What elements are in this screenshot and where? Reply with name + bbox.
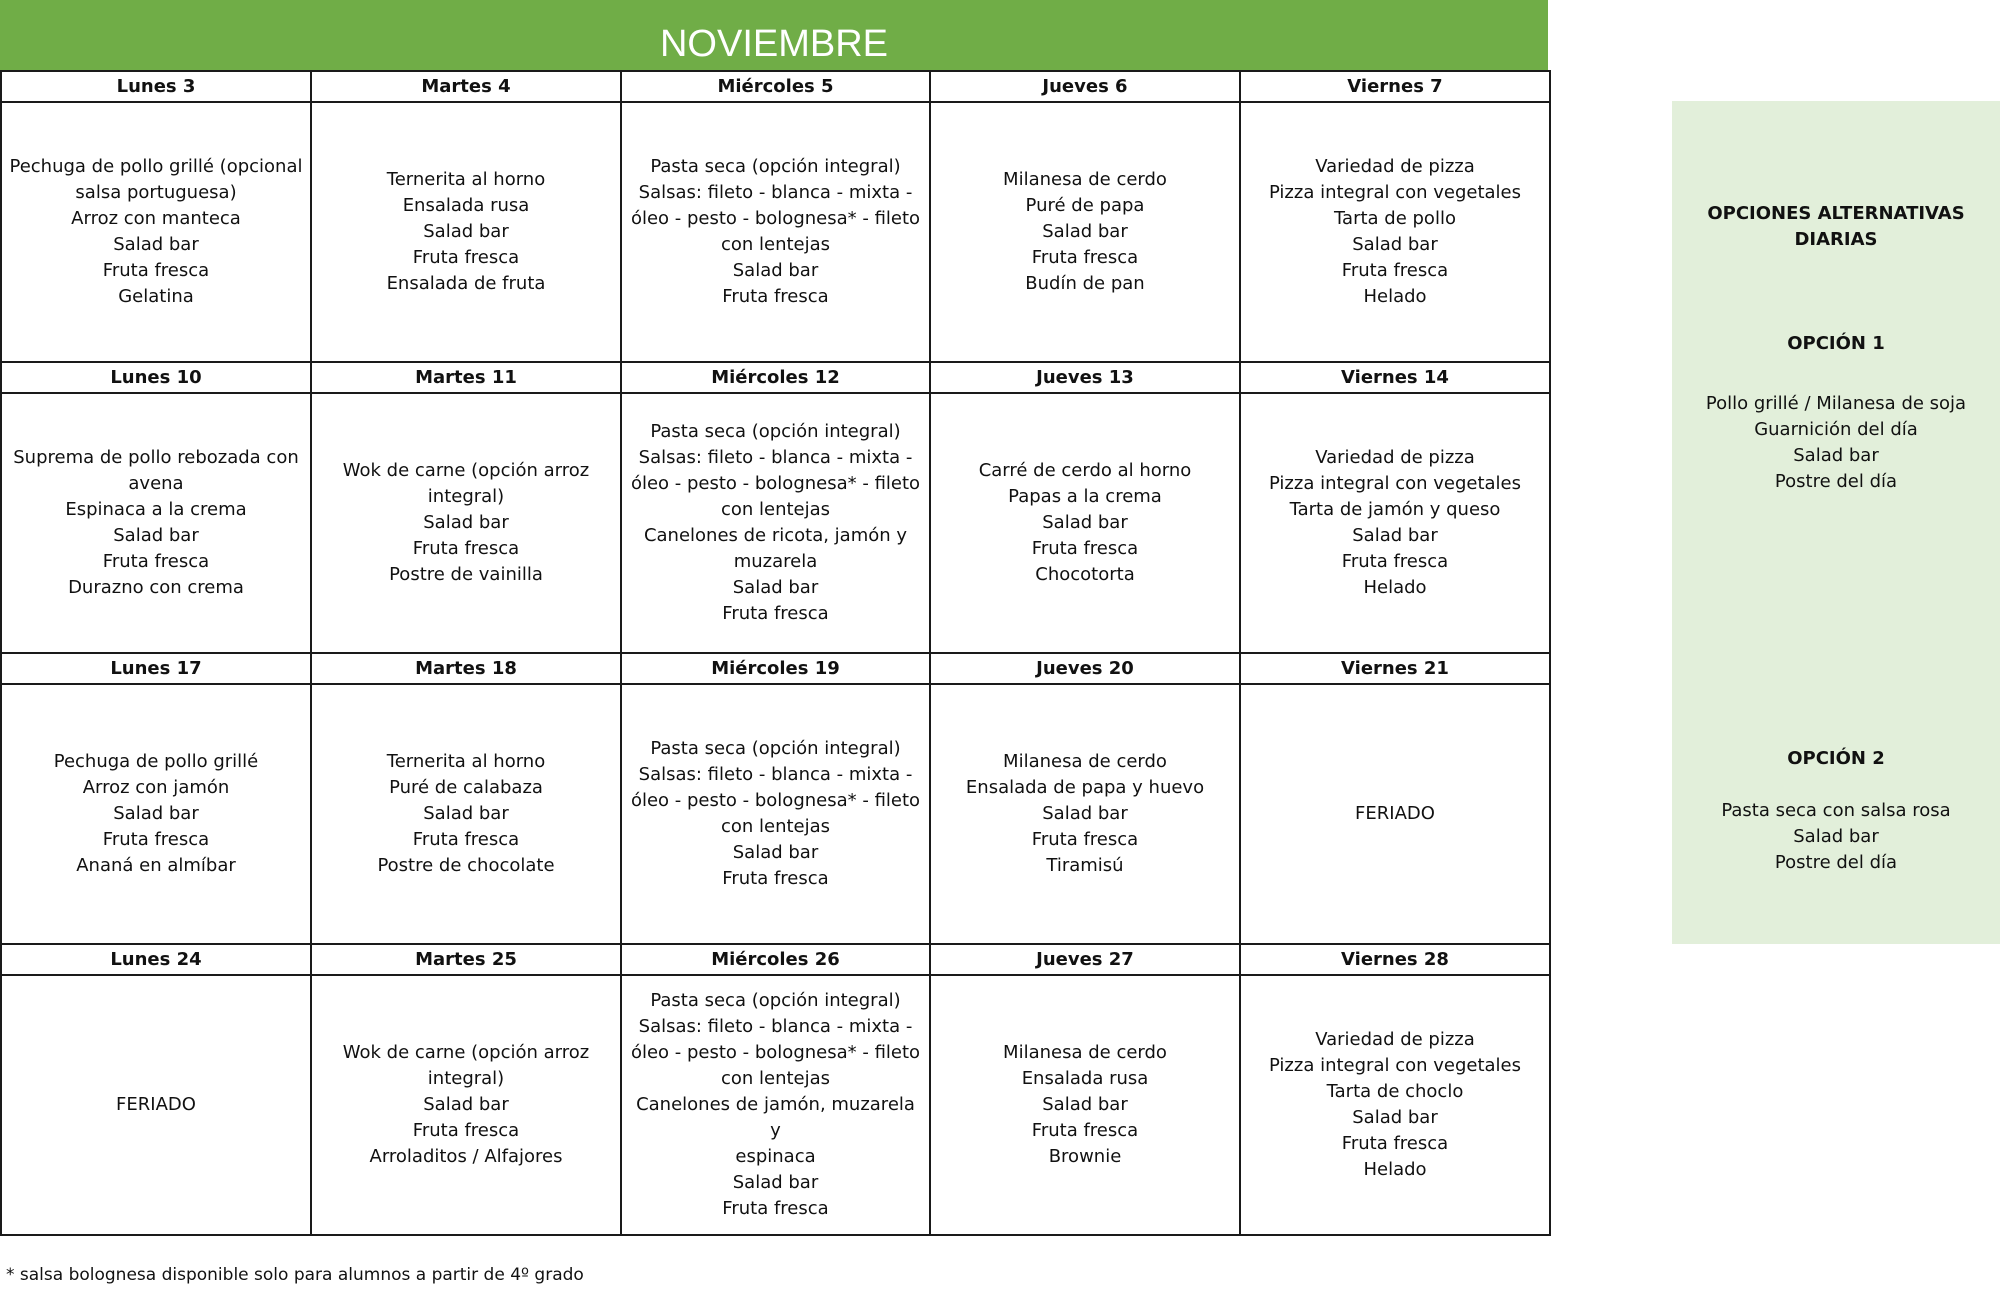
menu-item: Postre de vainilla bbox=[389, 564, 543, 585]
meal-cell bbox=[621, 684, 930, 944]
menu-item: Milanesa de cerdo bbox=[1003, 1042, 1167, 1063]
menu-item: Fruta fresca bbox=[1031, 1120, 1139, 1141]
menu-item: Fruta fresca bbox=[102, 829, 210, 850]
option-2-items bbox=[1672, 798, 2000, 876]
menu-item: Salad bar bbox=[732, 1172, 819, 1193]
menu-item: Milanesa de cerdo bbox=[1003, 169, 1167, 190]
day-header: Lunes 17 bbox=[1, 653, 311, 684]
menu-item: Salad bar bbox=[1042, 1094, 1128, 1115]
menu-item: Postre de chocolate bbox=[377, 855, 555, 876]
menu-item: Fruta fresca bbox=[1031, 538, 1139, 559]
menu-item: Salsas: fileto - blanca - mixta - bbox=[638, 1016, 913, 1037]
week-3-header-row bbox=[1, 653, 1550, 684]
menu-item: Salad bar bbox=[1352, 525, 1438, 546]
menu-item: Salad bar bbox=[1352, 1107, 1438, 1128]
option-2-title: OPCIÓN 2 bbox=[1787, 748, 1885, 769]
menu-item: Ensalada de papa y huevo bbox=[965, 777, 1205, 798]
day-header: Viernes 28 bbox=[1240, 944, 1550, 975]
meal-cell bbox=[621, 393, 930, 653]
meal-cell bbox=[1, 393, 311, 653]
menu-item: Puré de papa bbox=[1025, 195, 1145, 216]
menu-item: Tarta de choclo bbox=[1326, 1081, 1464, 1102]
menu-item: con lentejas bbox=[720, 816, 831, 837]
menu-item: Helado bbox=[1363, 577, 1427, 598]
menu-item: Fruta fresca bbox=[1031, 829, 1139, 850]
day-header: Martes 4 bbox=[311, 71, 621, 102]
meal-cell bbox=[1240, 393, 1550, 653]
meal-cell bbox=[930, 684, 1240, 944]
menu-item: Fruta fresca bbox=[412, 538, 520, 559]
menu-item: Ternerita al horno bbox=[386, 751, 546, 772]
week-2-header-row bbox=[1, 362, 1550, 393]
day-header: Jueves 6 bbox=[930, 71, 1240, 102]
menu-item: FERIADO bbox=[116, 1094, 196, 1115]
menu-item: Pasta seca (opción integral) bbox=[650, 990, 901, 1011]
menu-item: Fruta fresca bbox=[102, 551, 210, 572]
menu-item: Guarnición del día bbox=[1754, 419, 1918, 440]
meal-cell bbox=[311, 102, 621, 362]
menu-item: Fruta fresca bbox=[722, 1198, 829, 1219]
week-2-meal-row bbox=[1, 393, 1550, 653]
menu-item: Postre del día bbox=[1774, 471, 1898, 492]
menu-item: Salad bar bbox=[1042, 803, 1128, 824]
day-header: Miércoles 26 bbox=[621, 944, 930, 975]
alternatives-heading: OPCIONES ALTERNATIVAS DIARIAS bbox=[1707, 203, 1965, 250]
menu-item: Canelones de ricota, jamón y bbox=[643, 525, 908, 546]
menu-item: Canelones de jamón, muzarela y bbox=[636, 1094, 915, 1141]
day-header: Lunes 10 bbox=[1, 362, 311, 393]
meal-cell bbox=[1240, 975, 1550, 1235]
menu-item: con lentejas bbox=[720, 499, 831, 520]
menu-item: Fruta fresca bbox=[722, 603, 829, 624]
menu-item: Ensalada de fruta bbox=[386, 273, 546, 294]
menu-item: Arroz con jamón bbox=[82, 777, 230, 798]
menu-item: Fruta fresca bbox=[412, 829, 520, 850]
week-1-meal-row bbox=[1, 102, 1550, 362]
menu-item: Suprema de pollo rebozada con bbox=[13, 447, 299, 468]
menu-item: Gelatina bbox=[118, 286, 194, 307]
menu-item: avena bbox=[128, 473, 184, 494]
menu-item: Postre del día bbox=[1774, 852, 1898, 873]
menu-item: Durazno con crema bbox=[68, 577, 244, 598]
meal-cell bbox=[1, 975, 311, 1235]
menu-item: Salad bar bbox=[423, 512, 509, 533]
menu-item: Fruta fresca bbox=[102, 260, 210, 281]
week-3-meal-row bbox=[1, 684, 1550, 944]
month-title-bar bbox=[0, 0, 1548, 70]
meal-cell bbox=[1240, 684, 1550, 944]
day-header: Miércoles 5 bbox=[621, 71, 930, 102]
day-header: Viernes 21 bbox=[1240, 653, 1550, 684]
menu-item: Pasta seca con salsa rosa bbox=[1721, 800, 1951, 821]
menu-item: Salsas: fileto - blanca - mixta - bbox=[638, 764, 913, 785]
menu-item: Pollo grillé / Milanesa de soja bbox=[1705, 393, 1967, 414]
menu-item: Pasta seca (opción integral) bbox=[650, 156, 901, 177]
meal-cell bbox=[311, 975, 621, 1235]
weekly-menu-table bbox=[0, 70, 1551, 1236]
menu-item: Chocotorta bbox=[1035, 564, 1135, 585]
menu-item: Fruta fresca bbox=[1341, 260, 1449, 281]
menu-item: Puré de calabaza bbox=[389, 777, 543, 798]
menu-item: Salad bar bbox=[732, 577, 819, 598]
menu-item: Papas a la crema bbox=[1008, 486, 1162, 507]
alternatives-panel bbox=[1672, 101, 2000, 944]
day-header: Martes 25 bbox=[311, 944, 621, 975]
menu-item: integral) bbox=[427, 486, 505, 507]
menu-item: Tarta de jamón y queso bbox=[1289, 499, 1501, 520]
menu-item: Ensalada rusa bbox=[402, 195, 530, 216]
day-header: Jueves 20 bbox=[930, 653, 1240, 684]
menu-item: Salad bar bbox=[732, 842, 819, 863]
menu-item: Fruta fresca bbox=[1031, 247, 1139, 268]
menu-item: Salsas: fileto - blanca - mixta - bbox=[638, 447, 913, 468]
meal-cell bbox=[621, 975, 930, 1235]
day-header: Martes 18 bbox=[311, 653, 621, 684]
meal-cell bbox=[1, 684, 311, 944]
menu-item: Fruta fresca bbox=[722, 868, 829, 889]
menu-item: Espinaca a la crema bbox=[65, 499, 247, 520]
menu-item: Wok de carne (opción arroz bbox=[342, 460, 590, 481]
menu-item: Ananá en almíbar bbox=[76, 855, 236, 876]
menu-item: óleo - pesto - bolognesa* - fileto bbox=[630, 473, 921, 494]
day-header: Miércoles 19 bbox=[621, 653, 930, 684]
menu-item: Salad bar bbox=[1793, 826, 1879, 847]
menu-item: Salad bar bbox=[1793, 445, 1879, 466]
day-header: Martes 11 bbox=[311, 362, 621, 393]
menu-item: con lentejas bbox=[720, 1068, 831, 1089]
meal-cell bbox=[1, 102, 311, 362]
menu-item: Carré de cerdo al horno bbox=[978, 460, 1192, 481]
menu-item: Pasta seca (opción integral) bbox=[650, 738, 901, 759]
menu-item: muzarela bbox=[733, 551, 818, 572]
meal-cell bbox=[621, 102, 930, 362]
menu-item: óleo - pesto - bolognesa* - fileto bbox=[630, 790, 921, 811]
menu-item: Pechuga de pollo grillé (opcional bbox=[9, 156, 303, 177]
menu-item: Tiramisú bbox=[1046, 855, 1124, 876]
menu-item: Salad bar bbox=[732, 260, 819, 281]
day-header: Viernes 14 bbox=[1240, 362, 1550, 393]
meal-cell bbox=[930, 975, 1240, 1235]
menu-item: con lentejas bbox=[720, 234, 831, 255]
menu-item: Pizza integral con vegetales bbox=[1268, 182, 1522, 203]
meal-cell bbox=[311, 393, 621, 653]
menu-item: Helado bbox=[1363, 1159, 1427, 1180]
menu-item: salsa portuguesa) bbox=[75, 182, 237, 203]
menu-item: Pizza integral con vegetales bbox=[1268, 1055, 1522, 1076]
menu-item: Salad bar bbox=[1042, 221, 1128, 242]
menu-item: Brownie bbox=[1048, 1146, 1122, 1167]
menu-item: Variedad de pizza bbox=[1315, 156, 1475, 177]
menu-item: óleo - pesto - bolognesa* - fileto bbox=[630, 1042, 921, 1063]
menu-item: óleo - pesto - bolognesa* - fileto bbox=[630, 208, 921, 229]
menu-item: Salad bar bbox=[113, 525, 199, 546]
menu-item: Salsas: fileto - blanca - mixta - bbox=[638, 182, 913, 203]
option-1-items bbox=[1672, 391, 2000, 495]
meal-cell bbox=[1240, 102, 1550, 362]
menu-item: integral) bbox=[427, 1068, 505, 1089]
menu-item: Pizza integral con vegetales bbox=[1268, 473, 1522, 494]
meal-cell bbox=[930, 393, 1240, 653]
meal-cell bbox=[311, 684, 621, 944]
menu-item: Wok de carne (opción arroz bbox=[342, 1042, 590, 1063]
menu-item: Arroz con manteca bbox=[71, 208, 241, 229]
menu-item: FERIADO bbox=[1355, 803, 1435, 824]
menu-item: Salad bar bbox=[423, 1094, 509, 1115]
menu-item: Fruta fresca bbox=[412, 247, 520, 268]
week-1-header-row bbox=[1, 71, 1550, 102]
menu-item: Ensalada rusa bbox=[1021, 1068, 1149, 1089]
menu-item: Salad bar bbox=[113, 803, 199, 824]
menu-item: Salad bar bbox=[1352, 234, 1438, 255]
footnote: * salsa bolognesa disponible solo para alumnos a partir de 4º grado bbox=[6, 1265, 584, 1285]
menu-item: Variedad de pizza bbox=[1315, 447, 1475, 468]
menu-item: Fruta fresca bbox=[722, 286, 829, 307]
menu-item: Budín de pan bbox=[1025, 273, 1145, 294]
menu-item: Salad bar bbox=[423, 221, 509, 242]
menu-item: Salad bar bbox=[1042, 512, 1128, 533]
menu-item: Pasta seca (opción integral) bbox=[650, 421, 901, 442]
menu-item: Variedad de pizza bbox=[1315, 1029, 1475, 1050]
menu-item: Fruta fresca bbox=[1341, 1133, 1449, 1154]
menu-item: Salad bar bbox=[113, 234, 199, 255]
menu-item: Salad bar bbox=[423, 803, 509, 824]
option-1-title: OPCIÓN 1 bbox=[1787, 333, 1885, 354]
day-header: Lunes 24 bbox=[1, 944, 311, 975]
menu-item: Tarta de pollo bbox=[1334, 208, 1456, 229]
month-title: NOVIEMBRE bbox=[659, 23, 889, 65]
menu-item: Milanesa de cerdo bbox=[1003, 751, 1167, 772]
menu-item: espinaca bbox=[735, 1146, 816, 1167]
week-4-meal-row bbox=[1, 975, 1550, 1235]
menu-item: Helado bbox=[1363, 286, 1427, 307]
day-header: Miércoles 12 bbox=[621, 362, 930, 393]
day-header: Viernes 7 bbox=[1240, 71, 1550, 102]
day-header: Jueves 13 bbox=[930, 362, 1240, 393]
menu-item: Pechuga de pollo grillé bbox=[53, 751, 259, 772]
day-header: Lunes 3 bbox=[1, 71, 311, 102]
menu-item: Ternerita al horno bbox=[386, 169, 546, 190]
menu-item: Fruta fresca bbox=[412, 1120, 520, 1141]
day-header: Jueves 27 bbox=[930, 944, 1240, 975]
week-4-header-row bbox=[1, 944, 1550, 975]
menu-item: Fruta fresca bbox=[1341, 551, 1449, 572]
meal-cell bbox=[930, 102, 1240, 362]
menu-item: Arroladitos / Alfajores bbox=[369, 1146, 563, 1167]
